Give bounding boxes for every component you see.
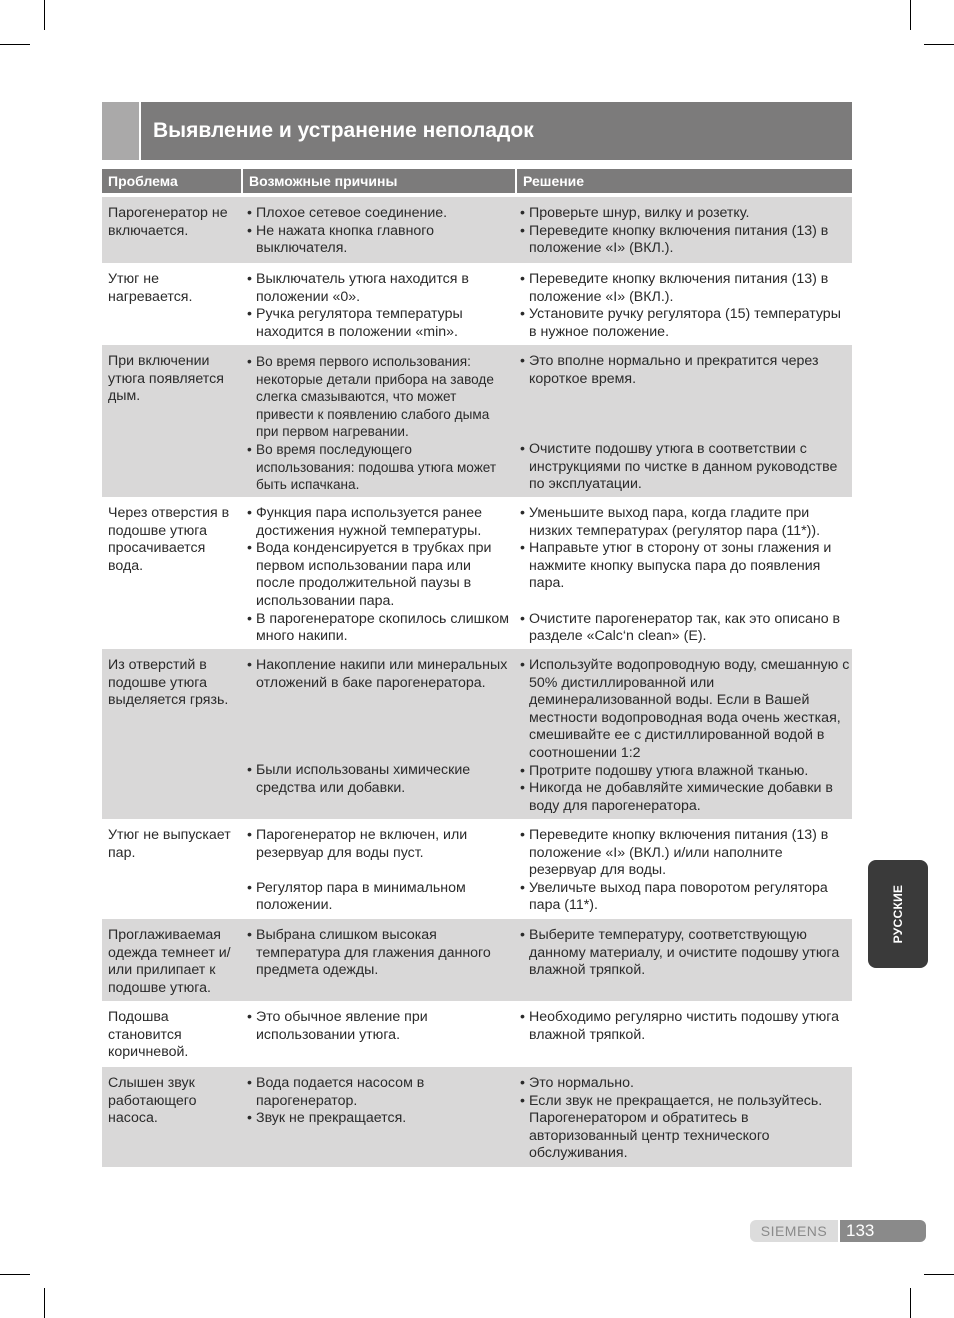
- problem-cell: Парогенератор не включается.: [108, 205, 228, 239]
- causes-cell: [247, 657, 513, 797]
- language-tab-label: РУССКИЕ: [891, 884, 905, 944]
- table-row: [102, 649, 852, 819]
- brand-name: SIEMENS: [750, 1220, 838, 1242]
- table-row: [102, 263, 852, 345]
- table-row: [102, 819, 852, 919]
- causes-cell: [247, 1009, 513, 1044]
- solution-item: • Используйте водопроводную воду, смешанную с 50% дистиллированной или деминерализованной воды. Если в Вашей местности водопроводная вода очень жесткая, смешивайте ее с дистиллированной водой в соотношении 1:2: [520, 657, 850, 763]
- crop-mark: [44, 1288, 45, 1318]
- crop-mark: [924, 1274, 954, 1275]
- cause-item: • Ручка регулятора температуры находится в положении «min».: [247, 306, 513, 341]
- table-row: [102, 1067, 852, 1167]
- column-header-solution: Решение: [515, 169, 852, 193]
- solution-item: • Необходимо регулярно чистить подошву утюга влажной тряпкой.: [520, 1009, 850, 1044]
- page-footer: [750, 1220, 926, 1242]
- cause-item: • Плохое сетевое соединение.: [247, 205, 513, 223]
- solution-item: • Переведите кнопку включения питания (13) в положение «I» (ВКЛ.).: [520, 271, 850, 306]
- header-accent-block: [102, 102, 141, 160]
- cause-item: • Звук не прекращается.: [247, 1110, 513, 1128]
- problem-cell: Утюг не нагревается.: [108, 271, 193, 305]
- solution-cell: [520, 827, 850, 915]
- table-row: [102, 919, 852, 1001]
- solution-item: • Выберите температуру, соответствующую данному материалу, и очистите подошву утюга влажной тряпкой.: [520, 927, 850, 980]
- column-header-causes: Возможные причины: [241, 169, 515, 193]
- problem-cell: Подошва становится коричневой.: [108, 1009, 189, 1061]
- table-row: [102, 497, 852, 649]
- page-number: 133: [840, 1220, 926, 1242]
- solution-item: • Уменьшите выход пара, когда гладите при низких температурах (регулятор пара (11*)).: [520, 505, 850, 540]
- troubleshooting-table: [102, 169, 852, 1162]
- crop-mark: [44, 0, 45, 30]
- cause-item: • Выбрана слишком высокая температура для глажения данного предмета одежды.: [247, 927, 513, 980]
- cause-item: • Не нажата кнопка главного выключателя.: [247, 223, 513, 258]
- cause-item: • Вода конденсируется в трубках при первом использовании пара или после продолжительной паузы в использовании пара.: [247, 540, 513, 610]
- table-row: [102, 1001, 852, 1067]
- solution-item: • Увеличьте выход пара поворотом регулятора пара (11*).: [520, 880, 850, 915]
- causes-cell: [247, 827, 513, 915]
- problem-cell: Через отверстия в подошве утюга просачивается вода.: [108, 505, 230, 574]
- crop-mark: [0, 1274, 30, 1275]
- causes-cell: [247, 205, 513, 258]
- column-header-problem: Проблема: [102, 169, 241, 193]
- solution-cell: [520, 353, 850, 494]
- table-row: [102, 197, 852, 263]
- problem-cell: Слышен звук работающего насоса.: [108, 1075, 197, 1127]
- cause-item: • Во время первого использования: некоторые детали прибора на заводе слегка смазываются, что может привести к появлению слабого дыма при первом нагревании.: [247, 353, 513, 441]
- causes-cell: [247, 353, 513, 494]
- language-tab: [868, 860, 928, 968]
- solution-cell: [520, 1009, 850, 1044]
- solution-item: • Очистите подошву утюга в соответствии с инструкциями по чистке в данном руководстве по эксплуатации.: [520, 441, 850, 494]
- crop-mark: [924, 44, 954, 45]
- solution-item: • Никогда не добавляйте химические добавки в воду для парогенератора.: [520, 780, 850, 815]
- solution-item: • Проверьте шнур, вилку и розетку.: [520, 205, 850, 223]
- cause-item: • Были использованы химические средства или добавки.: [247, 762, 513, 797]
- crop-mark: [0, 44, 30, 45]
- table-row: [102, 345, 852, 497]
- problem-cell: Утюг не выпускает пар.: [108, 827, 231, 861]
- cause-item: • Парогенератор не включен, или резервуар для воды пуст.: [247, 827, 513, 862]
- crop-mark: [910, 0, 911, 30]
- solution-cell: [520, 505, 850, 646]
- problem-cell: Проглаживаемая одежда темнеет и/или прилипает к подошве утюга.: [108, 927, 231, 996]
- solution-item: • Переведите кнопку включения питания (13) в положение «I» (ВКЛ.) и/или наполните резервуар для воды.: [520, 827, 850, 880]
- cause-item: • Во время последующего использования: подошва утюга может быть испачкана.: [247, 441, 513, 494]
- causes-cell: [247, 505, 513, 646]
- causes-cell: [247, 927, 513, 980]
- solution-cell: [520, 1075, 850, 1163]
- cause-item: • Функция пара используется ранее достижения нужной температуры.: [247, 505, 513, 540]
- causes-cell: [247, 1075, 513, 1128]
- solution-item: • Установите ручку регулятора (15) температуры в нужное положение.: [520, 306, 850, 341]
- causes-cell: [247, 271, 513, 341]
- cause-item: • Накопление накипи или минеральных отложений в баке парогенератора.: [247, 657, 513, 692]
- solution-item: • Направьте утюг в сторону от зоны глажения и нажмите кнопку выпуска пара до появления пара.: [520, 540, 850, 593]
- crop-mark: [910, 1288, 911, 1318]
- section-header: [102, 102, 852, 160]
- solution-item: • Это нормально.: [520, 1075, 850, 1093]
- cause-item: • В парогенераторе скопилось слишком много накипи.: [247, 611, 513, 646]
- solution-cell: [520, 205, 850, 258]
- cause-item: • Вода подается насосом в парогенератор.: [247, 1075, 513, 1110]
- cause-item: • Выключатель утюга находится в положении «0».: [247, 271, 513, 306]
- problem-cell: При включении утюга появляется дым.: [108, 353, 224, 405]
- solution-item: • Очистите парогенератор так, как это описано в разделе «Calc‘n clean» (E).: [520, 611, 850, 646]
- page-title: Выявление и устранение неполадок: [153, 119, 534, 142]
- table-header: [102, 169, 852, 193]
- solution-cell: [520, 271, 850, 341]
- solution-item: • Это вполне нормально и прекратится через короткое время.: [520, 353, 850, 388]
- solution-item: • Переведите кнопку включения питания (13) в положение «I» (ВКЛ.).: [520, 223, 850, 258]
- cause-item: • Регулятор пара в минимальном положении.: [247, 880, 513, 915]
- solution-item: • Если звук не прекращается, не пользуйтесь. Парогенератором и обратитесь в авторизованный центр технического обслуживания.: [520, 1093, 850, 1163]
- problem-cell: Из отверстий в подошве утюга выделяется грязь.: [108, 657, 229, 709]
- solution-cell: [520, 657, 850, 815]
- solution-cell: [520, 927, 850, 980]
- cause-item: • Это обычное явление при использовании утюга.: [247, 1009, 513, 1044]
- solution-item: • Протрите подошву утюга влажной тканью.: [520, 763, 850, 781]
